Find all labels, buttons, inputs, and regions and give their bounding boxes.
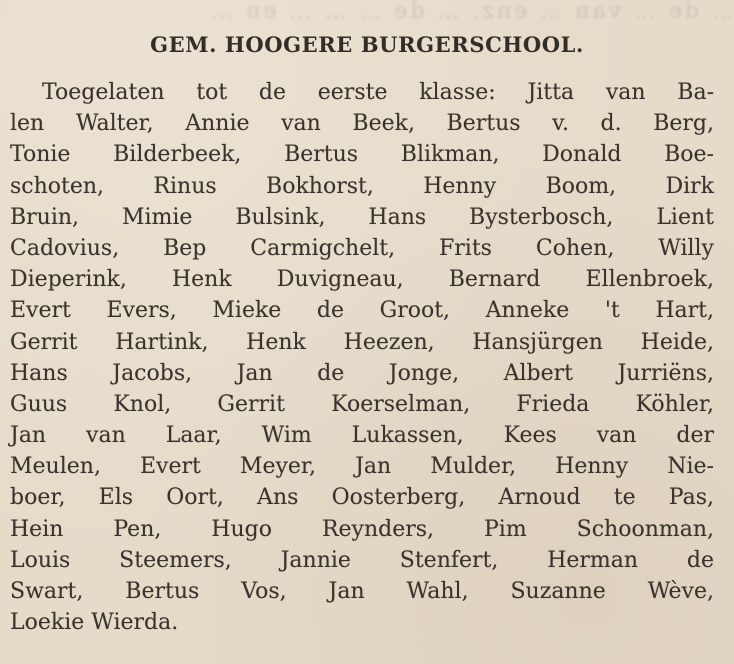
article-line: len Walter, Annie van Beek, Bertus v. d. Berg,	[10, 111, 714, 137]
article-line: Gerrit Hartink, Henk Heezen, Hansjürgen Heide,	[10, 329, 714, 355]
article-line: Bruin, Mimie Bulsink, Hans Bysterbosch, Lient	[10, 204, 714, 230]
article-line: Guus Knol, Gerrit Koerselman, Frieda Köhler,	[10, 391, 714, 417]
article-line: Tonie Bilderbeek, Bertus Blikman, Donald Boe-	[10, 142, 714, 168]
article-line: Cadovius, Bep Carmigchelt, Frits Cohen, Willy	[10, 235, 714, 261]
article-line: Meulen, Evert Meyer, Jan Mulder, Henny Nie-	[10, 454, 714, 480]
article-line: Evert Evers, Mieke de Groot, Anneke 't Hart,	[10, 298, 714, 324]
article-line: schoten, Rinus Bokhorst, Henny Boom, Dirk	[10, 173, 714, 199]
article-body	[10, 77, 714, 638]
article-heading: GEM. HOOGERE BURGERSCHOOL.	[150, 32, 584, 57]
article-line: Hans Jacobs, Jan de Jonge, Albert Jurriëns,	[10, 360, 714, 386]
article-line: Toegelaten tot de eerste klasse: Jitta van Ba-	[42, 80, 714, 105]
article-line: Dieperink, Henk Duvigneau, Bernard Ellenbroek,	[10, 267, 714, 293]
article-line: Jan van Laar, Wim Lukassen, Kees van der	[10, 423, 714, 449]
bleed-through-text: … de … van … enz. … de … … … en …	[208, 0, 734, 24]
article-line: Louis Steemers, Jannie Stenfert, Herman de	[10, 547, 714, 573]
article-line: Swart, Bertus Vos, Jan Wahl, Suzanne Wève,	[10, 579, 714, 604]
article-line: boer, Els Oort, Ans Oosterberg, Arnoud te Pas,	[10, 485, 714, 511]
article-line: Loekie Wierda.	[10, 610, 179, 636]
article-line: Hein Pen, Hugo Reynders, Pim Schoonman,	[10, 516, 714, 542]
